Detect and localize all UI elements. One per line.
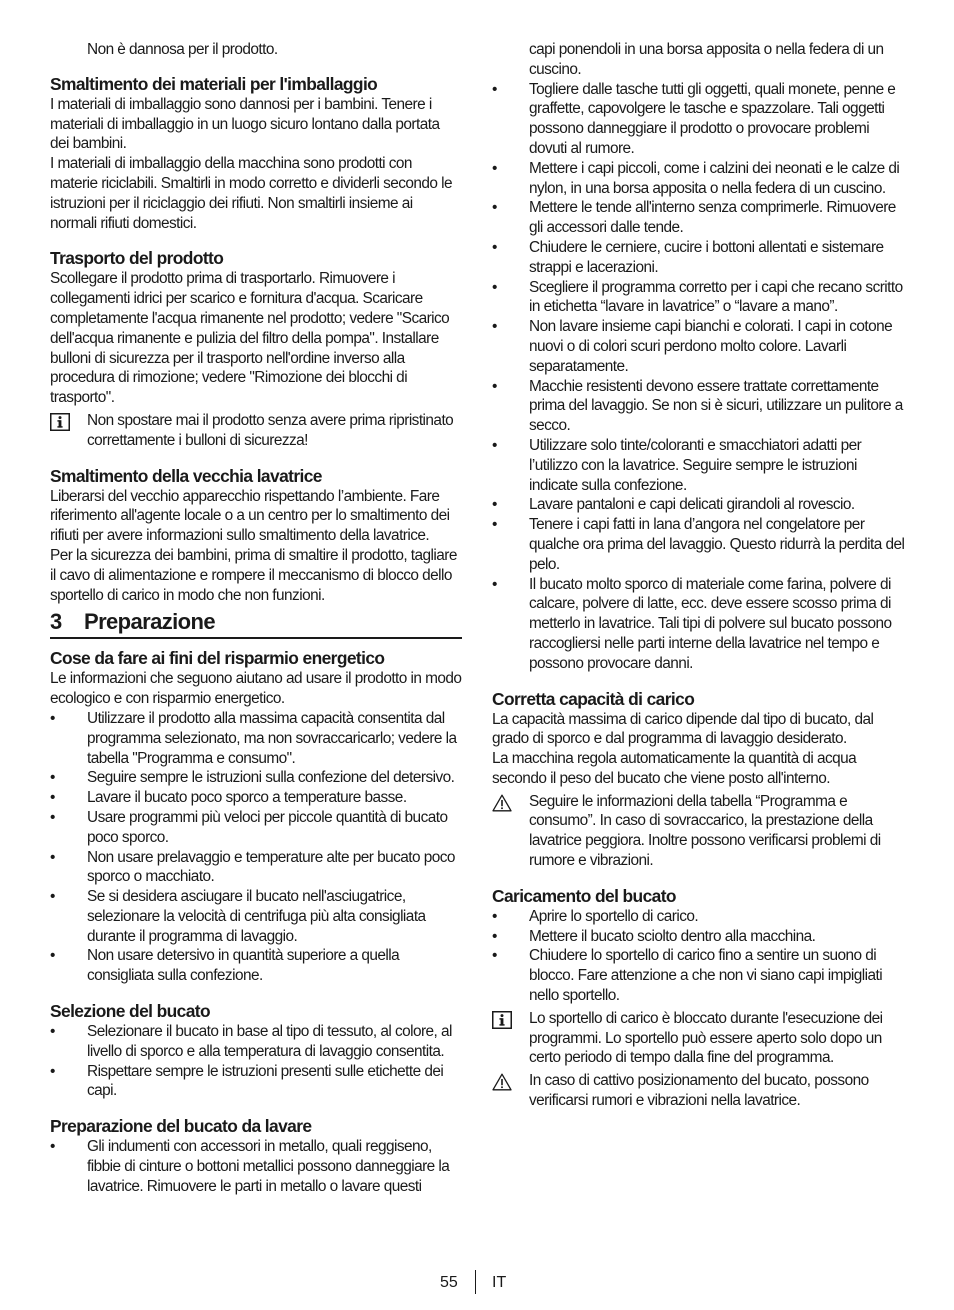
section-title-laundry-preparation: Preparazione del bucato da lavare xyxy=(50,1116,312,1137)
paragraph: I materiali di imballaggio della macchina sono prodotti con materie riciclabili. Smaltirli in modo corretto e dividerli secondo le istruzioni per il riciclaggio dei rifiuti. Non smaltirli insieme ai normali rifiuti domestici. xyxy=(50,155,453,232)
energy-list xyxy=(50,709,462,986)
paragraph: Le informazioni che seguono aiutano ad usare il prodotto in modo ecologico e con risparmio energetico. xyxy=(50,670,462,708)
section-title-energy-saving: Cose da fare ai fini del risparmio energetico xyxy=(50,648,385,669)
chapter-title: Preparazione xyxy=(84,609,215,635)
paragraph: La macchina regola automaticamente la quantità di acqua secondo il peso del bucato che viene posto all'interno. xyxy=(492,750,857,787)
section-title-load-capacity: Corretta capacità di carico xyxy=(492,688,695,709)
list-item: • Non lavare insieme capi bianchi e colorati. I capi in cotone nuovi o di colori scuri perdono molto colore. Lavarli separatamente. xyxy=(492,317,906,376)
list-item: • Togliere dalle tasche tutti gli oggetti, quali monete, penne e graffette, capovolgere le tasche e spazzolare. Tali oggetti possono danneggiare il prodotto o provocare problemi dovuti al rumore. xyxy=(492,80,906,159)
section-title-laundry-selection: Selezione del bucato xyxy=(50,1001,211,1022)
right-column xyxy=(492,40,906,1111)
note-text: In caso di cattivo posizionamento del bucato, possono verificarsi rumori e vibrazioni nella lavatrice. xyxy=(529,1072,869,1110)
list-item: • Macchie resistenti devono essere trattate correttamente prima del lavaggio. Se non si è sicuri, utilizzare un pulitore a secco. xyxy=(492,377,906,436)
chapter-number: 3 xyxy=(50,609,62,635)
info-note xyxy=(492,1009,906,1068)
preparation-list xyxy=(50,1137,462,1196)
left-column xyxy=(50,40,462,1197)
list-item: • Lavare pantaloni e capi delicati girandoli al rovescio. xyxy=(492,495,906,515)
selection-list xyxy=(50,1022,462,1101)
list-item: • Selezionare il bucato in base al tipo di tessuto, al colore, al livello di sporco e alla temperatura di lavaggio consentita. xyxy=(50,1022,462,1062)
list-item: • Mettere il bucato sciolto dentro alla macchina. xyxy=(492,927,906,947)
list-item: • Non usare prelavaggio e temperature alte per bucato poco sporco o macchiato. xyxy=(50,848,462,888)
warning-icon xyxy=(492,1073,512,1091)
note-text: Non spostare mai il prodotto senza avere prima ripristinato correttamente i bulloni di sicurezza! xyxy=(87,411,454,449)
list-item: • Gli indumenti con accessori in metallo, quali reggiseno, fibbie di cinture o bottoni metallici possono danneggiare la lavatrice. Rimuovere le parti in metallo o lavare questi xyxy=(50,1137,462,1196)
list-item: • Non usare detersivo in quantità superiore a quella consigliata sulla confezione. xyxy=(50,946,462,986)
info-icon xyxy=(492,1011,512,1029)
list-item: • Chiudere le cerniere, cucire i bottoni allentati e sistemare strappi e lacerazioni. xyxy=(492,238,906,278)
warning-note xyxy=(492,1071,906,1111)
list-item: • Utilizzare solo tinte/coloranti e smacchiatori adatti per l’utilizzo con la lavatrice. Seguire sempre le istruzioni indicate sulla confezione. xyxy=(492,436,906,495)
page-footer xyxy=(0,1270,954,1300)
paragraph: Liberarsi del vecchio apparecchio rispettando l’ambiente. Fare riferimento all'agente locale o a un centro per lo smaltimento dei rifiuti per avere informazioni sullo smaltimento della lavatrice. xyxy=(50,487,450,545)
list-item: • Lavare il bucato poco sporco a temperature basse. xyxy=(50,788,462,808)
note-text: Lo sportello di carico è bloccato durante l'esecuzione dei programmi. Lo sportello può essere aperto solo dopo un certo periodo di tempo dalla fine del programma. xyxy=(529,1009,883,1067)
language-code: IT xyxy=(492,1274,507,1291)
list-item: • Utilizzare il prodotto alla massima capacità consentita dal programma selezionato, ma non sovraccaricarlo; vedere la tabella "Programma e consumo". xyxy=(50,709,462,768)
chapter-heading xyxy=(50,609,462,639)
section-title-packaging: Smaltimento dei materiali per l'imballaggio xyxy=(50,73,378,94)
intro-text: Non è dannosa per il prodotto. xyxy=(87,41,278,58)
paragraph: I materiali di imballaggio sono dannosi per i bambini. Tenere i materiali di imballaggio in un luogo sicuro lontano dalla portata dei bambini. xyxy=(50,95,440,153)
section-title-transport: Trasporto del prodotto xyxy=(50,248,224,269)
list-item: • Usare programmi più veloci per piccole quantità di bucato poco sporco. xyxy=(50,808,462,848)
warning-icon xyxy=(492,794,512,812)
paragraph: Scollegare il prodotto prima di trasportarlo. Rimuovere i collegamenti idrici per scarico e fornitura d'acqua. Scaricare completamente l'acqua rimanente nel prodotto; vedere "Scarico dell'acqua rimanente e pulizia del filtro della pompa". Installare bulloni di sicurezza per il trasporto nell'ordine inverso alla procedura di rimozione; vedere "Rimozione dei blocchi di trasporto". xyxy=(50,270,450,407)
list-item: • Mettere le tende all'interno senza comprimerle. Rimuovere gli accessori dalle tende. xyxy=(492,198,906,238)
note-text: Seguire le informazioni della tabella “Programma e consumo”. In caso di sovraccarico, la prestazione della lavatrice peggiora. Inoltre possono verificarsi problemi di rumore e vibrazioni. xyxy=(529,792,881,870)
preparation-list-continued xyxy=(492,80,906,674)
loading-list xyxy=(492,907,906,1006)
section-title-loading: Caricamento del bucato xyxy=(492,885,676,906)
info-icon xyxy=(50,413,70,431)
paragraph: Per la sicurezza dei bambini, prima di smaltire il prodotto, tagliare il cavo di alimentazione e rompere il meccanismo di blocco dello sportello di carico in modo che non funzioni. xyxy=(50,546,457,604)
list-item: • Tenere i capi fatti in lana d’angora nel congelatore per qualche ora prima del lavaggio. Questo ridurrà la perdita del pelo. xyxy=(492,515,906,574)
continued-text: capi ponendoli in una borsa apposita o nella federa di un cuscino. xyxy=(529,41,884,78)
list-item: • Scegliere il programma corretto per i capi che recano scritto in etichetta “lavare in lavatrice” o “lavare a mano”. xyxy=(492,278,906,318)
list-item: • Seguire sempre le istruzioni sulla confezione del detersivo. xyxy=(50,768,462,788)
list-item: • Il bucato molto sporco di materiale come farina, polvere di calcare, polvere di latte, ecc. deve essere scosso prima di metterlo in lavatrice. Tali tipi di polvere sul bucato possono raccogliersi nelle parti interne della lavatrice nel tempo e possono provocare danni. xyxy=(492,575,906,674)
list-item: • Mettere i capi piccoli, come i calzini dei neonati e le calze di nylon, in una borsa apposita o nella federa di un cuscino. xyxy=(492,159,906,199)
paragraph: La capacità massima di carico dipende dal tipo di bucato, dal grado di sporco e dal programma di lavaggio desiderato. xyxy=(492,710,874,748)
page-number: 55 xyxy=(440,1274,458,1291)
info-note xyxy=(50,411,462,451)
warning-note xyxy=(492,792,906,871)
footer-divider xyxy=(475,1270,476,1294)
section-title-old-machine: Smaltimento della vecchia lavatrice xyxy=(50,465,322,486)
list-item: • Aprire lo sportello di carico. xyxy=(492,907,906,927)
list-item: • Chiudere lo sportello di carico fino a sentire un suono di blocco. Fare attenzione a che non vi siano capi impigliati nello sportello. xyxy=(492,946,906,1005)
list-item: • Rispettare sempre le istruzioni presenti sulle etichette dei capi. xyxy=(50,1062,462,1102)
list-item: • Se si desidera asciugare il bucato nell'asciugatrice, selezionare la velocità di centrifuga più alta consigliata durante il programma di lavaggio. xyxy=(50,887,462,946)
